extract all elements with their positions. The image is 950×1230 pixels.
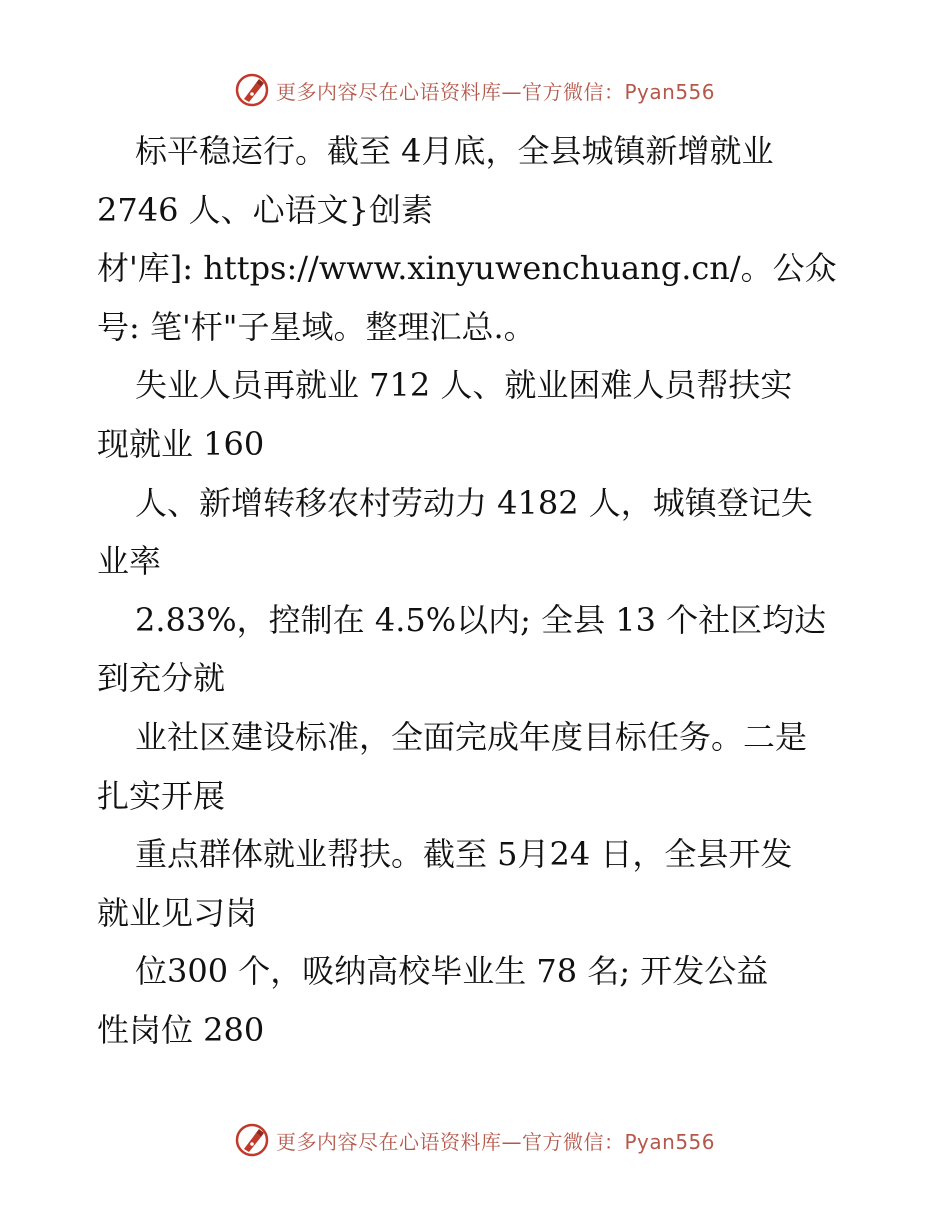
document-body bbox=[97, 122, 857, 1060]
text-line: 业社区建设标准，全面完成年度目标任务。二是 bbox=[135, 717, 808, 756]
text-line: 材'库]: https://www.xinyuwenchuang.cn/。公众 bbox=[97, 249, 837, 288]
pen-nib-logo-icon bbox=[234, 1122, 270, 1158]
footer-brand-text bbox=[276, 1126, 715, 1155]
page-header bbox=[234, 70, 715, 110]
header-brand-part1: 更多内容尽在心语资料库 bbox=[276, 79, 502, 104]
text-line: 号: 笔'杆"子星域。整理汇总.。 bbox=[97, 307, 536, 346]
text-line: 扎实开展 bbox=[97, 776, 226, 815]
text-line: 标平稳运行。截至 4月底，全县城镇新增就业 bbox=[135, 132, 774, 170]
text-line: 现就业 160 bbox=[97, 424, 265, 463]
header-brand-part2: —官方微信：Pyan556 bbox=[501, 79, 716, 104]
text-line: 失业人员再就业 712 人、就业困难人员帮扶实 bbox=[135, 366, 793, 405]
text-line: 性岗位 280 bbox=[97, 1010, 265, 1049]
text-line: 业率 bbox=[97, 542, 162, 581]
pen-nib-logo-icon bbox=[234, 72, 270, 108]
footer-brand-part1: 更多内容尽在心语资料库 bbox=[276, 1129, 502, 1154]
header-brand-text bbox=[276, 76, 715, 105]
text-line: 人、新增转移农村劳动力 4182 人，城镇登记失 bbox=[135, 483, 813, 522]
text-line: 重点群体就业帮扶。截至 5月24 日，全县开发 bbox=[135, 835, 793, 874]
footer-brand-part2: —官方微信：Pyan556 bbox=[501, 1129, 716, 1154]
text-line: 位300 个，吸纳高校毕业生 78 名; 开发公益 bbox=[135, 952, 769, 991]
text-line: 到充分就 bbox=[97, 659, 226, 698]
text-line: 2.83%，控制在 4.5%以内; 全县 13 个社区均达 bbox=[135, 600, 827, 639]
page-footer bbox=[234, 1120, 715, 1160]
text-line: 2746 人、心语文}创素 bbox=[97, 190, 433, 229]
text-line: 就业见习岗 bbox=[97, 893, 258, 932]
